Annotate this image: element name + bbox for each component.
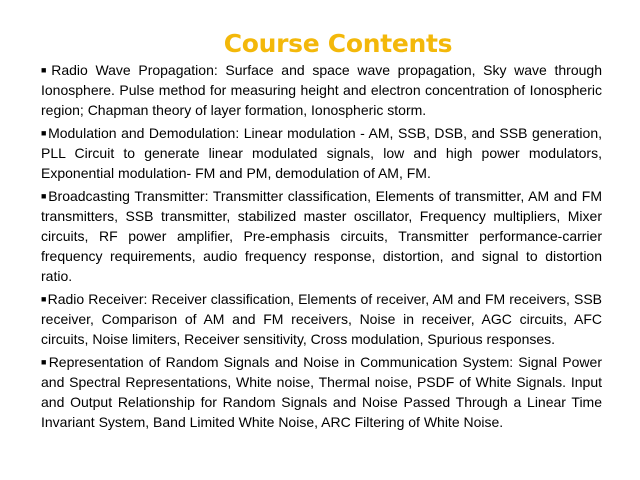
square-bullet-icon: ■ [41,65,51,75]
list-item [41,289,602,349]
square-bullet-icon: ■ [41,128,48,138]
list-item-text: Broadcasting Transmitter: Transmitter classification, Elements of transmitter, AM and FM transmitters, SSB transmitter, stabilized master oscillator, Frequency multipliers, Mixer circuits, RF power amplifier, Pre-emphasis circuits, Transmitter performance-carrier frequency requirements, audio frequency response, distortion, and signal to distortion ratio. [41,188,602,284]
square-bullet-icon: ■ [41,357,48,367]
list-item [41,60,602,120]
list-item [41,123,602,183]
square-bullet-icon: ■ [41,294,47,304]
list-item-text: Radio Wave Propagation: Surface and space wave propagation, Sky wave through Ionosphere. Pulse method for measuring height and electron concentration of Ionospheric region; Chapman theory of layer formation, Ionospheric storm. [41,62,602,118]
list-item [41,352,602,432]
slide-title: Course Contents [223,29,453,58]
list-item-text: Representation of Random Signals and Noise in Communication System: Signal Power and Spectral Representations, White noise, Thermal noise, PSDF of White Signals. Input and Output Relationship for Random Signals and Noise Passed Through a Linear Time Invariant System, Band Limited White Noise, ARC Filtering of White Noise. [41,354,602,430]
list-item-text: Radio Receiver: Receiver classification, Elements of receiver, AM and FM receivers, SSB receiver, Comparison of AM and FM receivers, Noise in receiver, AGC circuits, AFC circuits, Noise limiters, Receiver sensitivity, Cross modulation, Spurious responses. [41,291,603,347]
square-bullet-icon: ■ [41,191,48,201]
list-item-text: Modulation and Demodulation: Linear modulation - AM, SSB, DSB, and SSB generation, PLL Circuit to generate linear modulated signals, low and high power modulators, Exponential modulation- FM and PM, demodulation of AM, FM. [41,125,602,181]
list-item [41,186,602,286]
course-content-list [41,60,602,435]
